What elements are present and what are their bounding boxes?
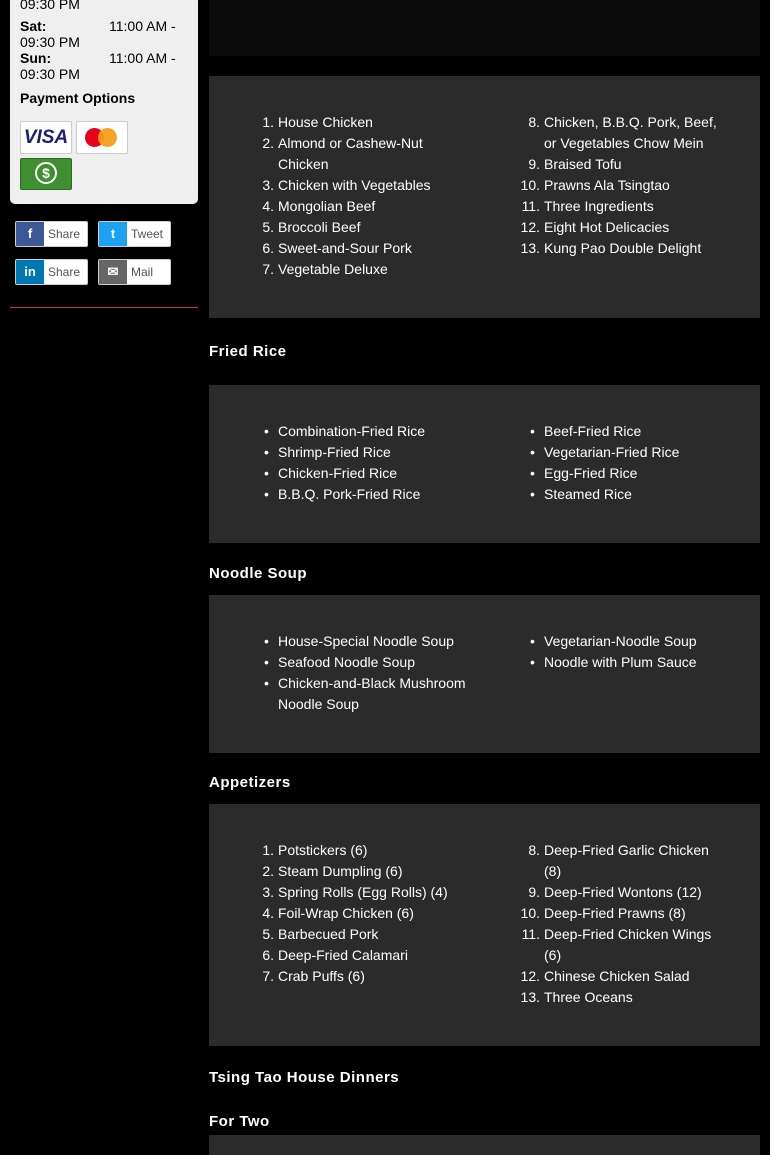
menu-item: • Vegetarian-Fried Rice (544, 442, 724, 463)
menu-list-left (262, 840, 468, 987)
cash-icon: $ (20, 158, 72, 190)
linkedin-icon: in (16, 260, 44, 284)
facebook-icon: f (16, 222, 44, 246)
menu-item: • Combination-Fried Rice (278, 421, 468, 442)
day-label: Sat: (20, 18, 47, 34)
menu-item: 11. Deep-Fried Chicken Wings (6) (521, 926, 712, 963)
tweet-label: Tweet (131, 227, 164, 241)
menu-item: 2. Steam Dumpling (6) (262, 863, 403, 879)
menu-item: 5. Broccoli Beef (262, 219, 361, 235)
menu-item: 3. Spring Rolls (Egg Rolls) (4) (262, 884, 448, 900)
closing-time: 09:30 PM (20, 0, 80, 12)
menu-item: 8. Chicken, B.B.Q. Pork, Beef, or Vegetables Chow Mein (528, 114, 717, 151)
section-title-house-dinners: Tsing Tao House Dinners (209, 1069, 400, 1086)
menu-item: 8. Deep-Fried Garlic Chicken (8) (528, 842, 709, 879)
hours-and-payment-box (10, 0, 198, 204)
menu-item: • Shrimp-Fried Rice (278, 442, 468, 463)
menu-item: 4. Foil-Wrap Chicken (6) (262, 905, 414, 921)
menu-item: 10. Prawns Ala Tsingtao (520, 177, 670, 193)
linkedin-share-button[interactable] (15, 259, 88, 285)
menu-item: 2. Almond or Cashew-Nut Chicken (262, 135, 423, 172)
day-label: Sun: (20, 50, 52, 66)
menu-item: 9. Deep-Fried Wontons (12) (528, 884, 702, 900)
menu-list-left (278, 631, 478, 715)
share-label: Share (48, 265, 81, 279)
menu-item: 7. Vegetable Deluxe (262, 261, 388, 277)
section-subtitle-for-two: For Two (209, 1113, 270, 1130)
closing-time: 09:30 PM (20, 66, 80, 82)
opening-time: 11:00 AM - (109, 18, 176, 34)
section-title-noodle-soup: Noodle Soup (209, 565, 307, 582)
twitter-icon: t (99, 222, 127, 246)
menu-item: 6. Sweet-and-Sour Pork (262, 240, 412, 256)
mail-label: Mail (131, 265, 154, 279)
closing-time: 09:30 PM (20, 34, 80, 50)
menu-item: • House-Special Noodle Soup (278, 631, 478, 652)
menu-item: • Chicken-Fried Rice (278, 463, 468, 484)
menu-item: 1. Potstickers (6) (262, 842, 368, 858)
mail-icon: ✉ (99, 260, 127, 284)
menu-list-left (262, 112, 468, 280)
menu-list-right (544, 421, 724, 505)
menu-item: 5. Barbecued Pork (262, 926, 379, 942)
menu-item: • Chicken-and-Black Mushroom Noodle Soup (278, 673, 478, 715)
opening-time: 11:00 AM - (109, 50, 176, 66)
menu-item: 10. Deep-Fried Prawns (8) (520, 905, 686, 921)
menu-item: • B.B.Q. Pork-Fried Rice (278, 484, 468, 505)
menu-item: • Egg-Fried Rice (544, 463, 724, 484)
facebook-share-button[interactable] (15, 221, 88, 247)
menu-list-right (520, 112, 724, 259)
visa-card-icon: VISA (20, 121, 72, 154)
menu-item: 13. Kung Pao Double Delight (520, 240, 702, 256)
menu-item: 7. Crab Puffs (6) (262, 968, 365, 984)
menu-list-left (278, 421, 468, 505)
share-label: Share (48, 227, 81, 241)
menu-item: • Vegetarian-Noodle Soup (544, 631, 724, 652)
mastercard-icon (76, 121, 128, 154)
menu-item: 6. Deep-Fried Calamari (262, 947, 408, 963)
section-title-fried-rice: Fried Rice (209, 343, 287, 360)
menu-item: 13. Three Oceans (520, 989, 633, 1005)
section-title-appetizers: Appetizers (209, 774, 291, 791)
mail-share-button[interactable] (98, 259, 171, 285)
menu-item: • Seafood Noodle Soup (278, 652, 478, 673)
menu-list-right (544, 631, 724, 673)
menu-item: 12. Chinese Chicken Salad (520, 968, 690, 984)
menu-item: 1. House Chicken (262, 114, 373, 130)
menu-item: 11. Three Ingredients (521, 198, 654, 214)
menu-panel-house-dinners (209, 1135, 760, 1155)
twitter-share-button[interactable] (98, 221, 171, 247)
menu-item: 3. Chicken with Vegetables (262, 177, 431, 193)
hero-image (209, 0, 760, 56)
sidebar-divider (10, 307, 198, 308)
payment-options-heading: Payment Options (20, 90, 136, 106)
menu-item: • Noodle with Plum Sauce (544, 652, 724, 673)
menu-item: 4. Mongolian Beef (262, 198, 376, 214)
menu-item: 12. Eight Hot Delicacies (520, 219, 670, 235)
menu-item: 9. Braised Tofu (528, 156, 622, 172)
menu-item: • Beef-Fried Rice (544, 421, 724, 442)
menu-item: • Steamed Rice (544, 484, 724, 505)
menu-list-right (520, 840, 719, 1008)
